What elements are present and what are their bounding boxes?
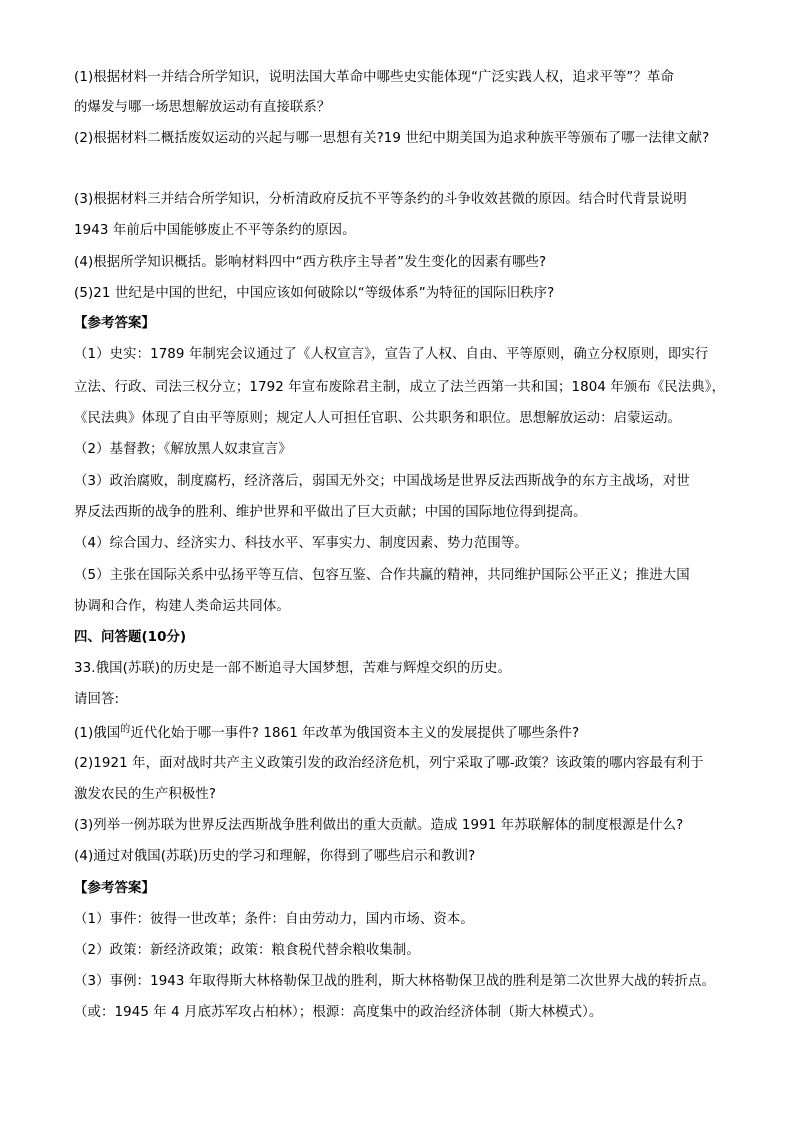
answer-33-1: （1）事件：彼得一世改革；条件：自由劳动力，国内市场、资本。 — [74, 912, 474, 927]
answer-1-line-1: （1）史实：1789 年制宪会议通过了《人权宣言》，宣告了人权、自由、平等原则，确立分权原则，即实行 — [74, 347, 709, 362]
question-33-2-line-2: 激发农民的生产积极性? — [74, 787, 217, 802]
question-33-1-part-a: (1)俄国 — [74, 726, 121, 741]
question-3-line-1: (3)根据材料三并结合所学知识，分析清政府反抗不平等条约的斗争收效甚微的原因。结合时代背景说明 — [74, 192, 687, 207]
answer-heading-1: 【参考答案】 — [74, 316, 155, 331]
answer-3-line-2: 界反法西斯的战争的胜利、维护世界和平做出了巨大贡献；中国的国际地位得到提高。 — [74, 505, 587, 520]
answer-3-line-1: （3）政治腐败，制度腐朽，经济落后，弱国无外交；中国战场是世界反法西斯战争的东方主战场，对世 — [74, 474, 690, 489]
answer-4: （4）综合国力、经济实力、科技水平、军事实力、制度因素、势力范围等。 — [74, 536, 528, 551]
question-1-line-1: (1)根据材料一并结合所学知识，说明法国大革命中哪些史实能体现“广泛实践人权，追求平等”？革命 — [74, 70, 674, 85]
question-33-2-line-1: (2)1921 年，面对战时共产主义政策引发的政治经济危机，列宁采取了哪-政策？该政策的哪内容最有利于 — [74, 756, 704, 771]
question-4: (4)根据所学知识概括。影响材料四中“西方秩序主导者”发生变化的因素有哪些? — [74, 255, 547, 270]
question-1-line-2: 的爆发与哪一场思想解放运动有直接联系？ — [74, 100, 331, 115]
question-33-1 — [74, 724, 579, 745]
question-33-4: (4)通过对俄国(苏联)历史的学习和理解，你得到了哪些启示和教训? — [74, 849, 476, 864]
answer-5-line-1: （5）主张在国际关系中弘扬平等互信、包容互鉴、合作共赢的精神，共同维护国际公平正义；推进大国 — [74, 568, 690, 583]
answer-5-line-2: 协调和合作，构建人类命运共同体。 — [74, 599, 290, 614]
please-answer: 请回答: — [74, 692, 120, 707]
question-33-stem: 33.俄国(苏联)的历史是一部不断追寻大国梦想，苦难与辉煌交织的历史。 — [74, 661, 511, 676]
answer-1-line-3: 《民法典》体现了自由平等原则；规定人人可担任官职、公共职务和职位。思想解放运动：启蒙运动。 — [74, 411, 682, 426]
question-33-1-superscript: 的 — [120, 724, 131, 735]
question-33-3: (3)列举一例苏联为世界反法西斯战争胜利做出的重大贡献。造成 1991 年苏联解体的制度根源是什么? — [74, 818, 684, 833]
answer-1-line-2: 立法、行政、司法三权分立；1792 年宣布废除君主制，成立了法兰西第一共和国；1804 年颁布《民法典》， — [74, 380, 726, 395]
section-heading: 四、问答题(10分) — [74, 630, 187, 645]
answer-heading-2: 【参考答案】 — [74, 881, 155, 896]
answer-33-3-line-1: （3）事例：1943 年取得斯大林格勒保卫战的胜利，斯大林格勒保卫战的胜利是第二次世界大战的转折点。 — [74, 974, 716, 989]
question-5: (5)21 世纪是中国的世纪，中国应该如何破除以“等级体系”为特征的国际旧秩序? — [74, 286, 555, 301]
question-2: (2)根据材料二概括废奴运动的兴起与哪一思想有关?19 世纪中期美国为追求种族平等颁布了哪一法律文献? — [74, 131, 710, 146]
question-3-line-2: 1943 年前后中国能够废止不平等条约的原因。 — [74, 223, 356, 238]
answer-2: （2）基督教；《解放黑人奴隶宣言》 — [74, 442, 292, 457]
question-33-1-part-b: 近代化始于哪一事件? 1861 年改革为俄国资本主义的发展提供了哪些条件? — [130, 726, 580, 741]
answer-33-2: （2）政策：新经济政策；政策：粮食税代替余粮收集制。 — [74, 943, 420, 958]
answer-33-3-line-2: （或：1945 年 4 月底苏军攻占柏林）；根源：高度集中的政治经济体制（斯大林模式）。 — [74, 1005, 603, 1020]
